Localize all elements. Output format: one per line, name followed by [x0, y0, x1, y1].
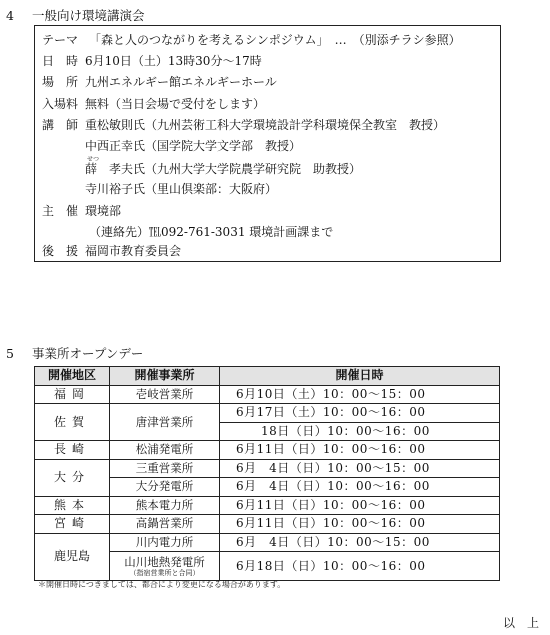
- header-datetime: 開催日時: [220, 367, 500, 386]
- place-value: 九州エネルギー館エネルギーホール: [85, 75, 277, 89]
- region-cell: 長崎: [35, 441, 110, 460]
- ruby-reading: せつ: [87, 156, 100, 163]
- region-cell: 大分: [35, 459, 110, 496]
- organizer-label: 主 催: [42, 204, 79, 218]
- office-cell: 三重営業所: [110, 459, 220, 478]
- region-cell: 鹿児島: [35, 533, 110, 581]
- fee-value: 無料（当日会場で受付をします）: [85, 97, 266, 111]
- place-label: 場 所: [42, 75, 79, 89]
- date-cell: 6月17日（土）10：00～16：00: [220, 404, 500, 423]
- table-row: [35, 385, 500, 404]
- office-cell: 松浦発電所: [110, 441, 220, 460]
- table-row: [35, 515, 500, 534]
- header-office: 開催事業所: [110, 367, 220, 386]
- theme-label: テーマ: [42, 33, 79, 47]
- lecture-info-box: [34, 25, 501, 262]
- office-cell: 大分発電所: [110, 478, 220, 497]
- date-cell: 6月 4日（日）10：00～16：00: [220, 478, 500, 497]
- date-cell: 6月18日（日）10：00～16：00: [220, 552, 500, 581]
- theme-value: 「森と人のつながりを考えるシンポジウム」 … （別添チラシ参照）: [89, 33, 461, 47]
- office-cell: [110, 552, 220, 581]
- date-cell: 18日（日）10：00～16：00: [220, 422, 500, 441]
- open-day-table: [34, 366, 500, 581]
- section4-number: 4: [6, 8, 14, 23]
- lecturer-4: 寺川裕子氏（里山倶楽部：大阪府）: [85, 182, 278, 196]
- office-cell: 高鍋営業所: [110, 515, 220, 534]
- organizer-value: 環境部: [85, 204, 122, 218]
- date-cell: 6月 4日（日）10：00～15：00: [220, 459, 500, 478]
- region-cell: 熊本: [35, 496, 110, 515]
- header-region: 開催地区: [35, 367, 110, 386]
- office-name: 山川地熱発電所: [124, 554, 205, 569]
- section5-heading: [6, 344, 143, 362]
- table-row: [35, 533, 500, 552]
- closing-text: 以 上: [503, 616, 540, 630]
- table-row: [35, 404, 500, 423]
- date-value: 6月10日（土）13時30分～17時: [85, 54, 262, 68]
- section5-number: 5: [6, 346, 14, 361]
- date-cell: 6月11日（日）10：00～16：00: [220, 515, 500, 534]
- lecturer-1: 重松敏則氏（九州芸術工科大学環境設計学科環境保全教室 教授）: [85, 118, 446, 132]
- section4-heading: [6, 6, 145, 24]
- region-cell: 佐賀: [35, 404, 110, 441]
- lecturer-3: 薛 孝夫氏（九州大学大学院農学研究院 助教授）: [85, 162, 362, 176]
- office-cell: 唐津営業所: [110, 404, 220, 441]
- contact-value: （連絡先）℡092-761-3031 環境計画課まで: [89, 225, 334, 239]
- section4-title: 一般向け環境講演会: [32, 8, 145, 23]
- date-cell: 6月11日（日）10：00～16：00: [220, 441, 500, 460]
- date-cell: 6月10日（土）10：00～15：00: [220, 385, 500, 404]
- office-cell: 壱岐営業所: [110, 385, 220, 404]
- lecturer-label: 講 師: [42, 118, 79, 132]
- table-header-row: [35, 367, 500, 386]
- office-note: （指宿営業所と合同）: [129, 568, 200, 577]
- section5-title: 事業所オープンデー: [32, 346, 144, 361]
- region-cell: 福岡: [35, 385, 110, 404]
- support-label: 後 援: [42, 244, 79, 258]
- region-cell: 宮崎: [35, 515, 110, 534]
- support-value: 福岡市教育委員会: [85, 244, 182, 258]
- schedule-note: ＊開催日時につきましては、都合により変更になる場合があります。: [38, 580, 286, 589]
- office-cell: 熊本電力所: [110, 496, 220, 515]
- date-cell: 6月11日（日）10：00～16：00: [220, 496, 500, 515]
- table-row: [35, 459, 500, 478]
- lecturer-2: 中西正幸氏（国学院大学文学部 教授）: [85, 139, 302, 153]
- date-cell: 6月 4日（日）10：00～15：00: [220, 533, 500, 552]
- office-cell: 川内電力所: [110, 533, 220, 552]
- table-row: [35, 441, 500, 460]
- date-label: 日 時: [42, 54, 79, 68]
- table-row: [35, 496, 500, 515]
- fee-label: 入場料: [42, 97, 79, 111]
